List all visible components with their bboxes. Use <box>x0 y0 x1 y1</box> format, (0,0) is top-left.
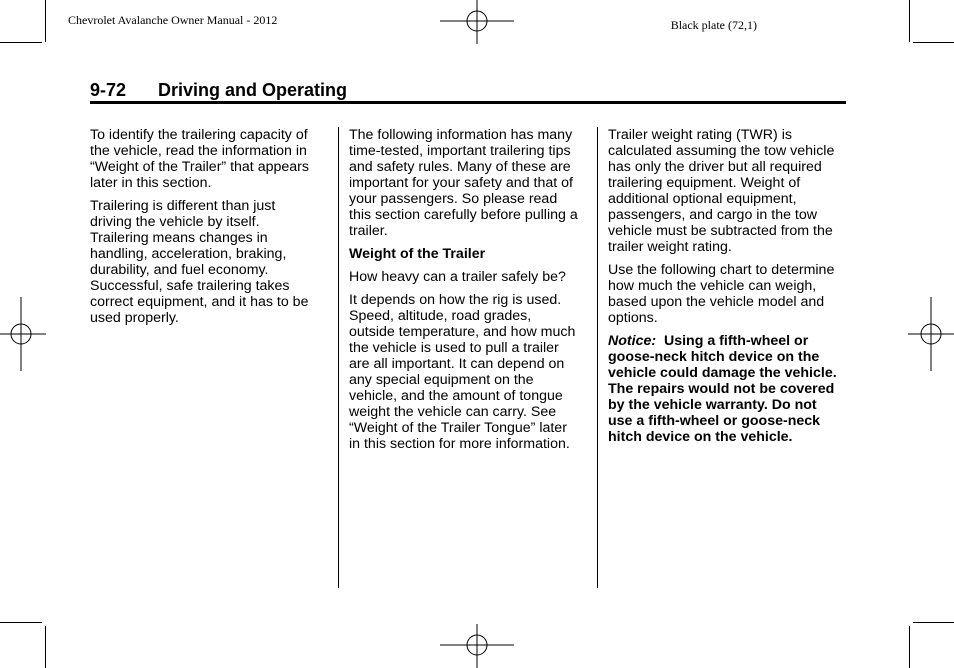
text-line: hitch device on the vehicle. <box>608 429 793 445</box>
text-line: weight the vehicle can carry. See <box>349 404 557 420</box>
text-line: trailering equipment. Weight of <box>608 175 801 191</box>
text-line: Use the following chart to determine <box>608 262 835 278</box>
registration-mark-left <box>0 297 46 371</box>
text-line: based upon the vehicle model and <box>608 294 825 310</box>
text-line: time-tested, important trailering tips <box>349 143 571 159</box>
manual-title: Chevrolet Avalanche Owner Manual - 2012 <box>68 13 278 27</box>
text-line: trailer weight rating. <box>608 239 732 255</box>
paragraph-question <box>349 269 578 285</box>
text-line: To identify the trailering capacity of <box>90 127 308 143</box>
text-line: Trailering is different than just <box>90 198 276 214</box>
column-divider-2 <box>597 127 598 588</box>
text-line: handling, acceleration, braking, <box>90 246 287 262</box>
text-line: Trailer weight rating (TWR) is <box>608 127 792 143</box>
column-3 <box>608 127 837 452</box>
paragraph-trailering <box>90 198 309 326</box>
text-line: by the vehicle warranty. Do not <box>608 397 817 413</box>
text-line: later in this section. <box>90 175 212 191</box>
text-line: important for your safety and that of <box>349 175 573 191</box>
registration-mark-bottom <box>440 624 514 668</box>
text-line: your passengers. So please read <box>349 191 558 207</box>
column-1 <box>90 127 309 333</box>
paragraph-intro <box>349 127 578 239</box>
text-line: how much the vehicle can weigh, <box>608 278 817 294</box>
column-2 <box>349 127 578 459</box>
paragraph-chart <box>608 262 837 326</box>
text-line: Using a fifth-wheel or <box>663 333 809 349</box>
column-divider-1 <box>338 127 339 588</box>
text-line: vehicle, and the amount of tongue <box>349 388 563 404</box>
registration-mark-right <box>908 297 954 371</box>
text-line: vehicle could damage the vehicle. <box>608 365 837 381</box>
text-line: correct equipment, and it has to be <box>90 294 309 310</box>
section-title: Driving and Operating <box>158 80 348 100</box>
text-line: Trailering means changes in <box>90 230 268 246</box>
plate-label: Black plate (72,1) <box>670 18 757 32</box>
notice-paragraph <box>608 333 837 445</box>
text-line: “Weight of the Trailer Tongue” later <box>349 420 567 436</box>
subsection-heading: Weight of the Trailer <box>349 246 486 262</box>
text-line: passengers, and cargo in the tow <box>608 207 818 223</box>
section-heading <box>90 80 347 101</box>
registration-mark-top <box>440 0 514 44</box>
text-line: in this section for more information. <box>349 436 570 452</box>
notice-label: Notice: <box>608 333 657 349</box>
text-line: It depends on how the rig is used. <box>349 292 562 308</box>
text-line: calculated assuming the tow vehicle <box>608 143 835 159</box>
text-line: How heavy can a trailer safely be? <box>349 269 566 285</box>
paragraph-answer <box>349 292 578 452</box>
paragraph-capacity <box>90 127 309 191</box>
text-line: are all important. It can depend on <box>349 356 565 372</box>
text-line: vehicle must be subtracted from the <box>608 223 833 239</box>
text-line: used properly. <box>90 310 179 326</box>
text-line: driving the vehicle by itself. <box>90 214 260 230</box>
text-line: and safety rules. Many of these are <box>349 159 571 175</box>
heading-rule <box>90 101 846 104</box>
text-line: trailer. <box>349 223 388 239</box>
text-line: has only the driver but all required <box>608 159 822 175</box>
text-line: Successful, safe trailering takes <box>90 278 290 294</box>
text-line: this section carefully before pulling a <box>349 207 578 223</box>
text-line: options. <box>608 310 658 326</box>
text-line: any special equipment on the <box>349 372 534 388</box>
text-line: The repairs would not be covered <box>608 381 835 397</box>
text-line: use a fifth-wheel or goose-neck <box>608 413 821 429</box>
text-line: the vehicle, read the information in <box>90 143 307 159</box>
text-line: durability, and fuel economy. <box>90 262 269 278</box>
text-line: Speed, altitude, road grades, <box>349 308 532 324</box>
text-line: “Weight of the Trailer” that appears <box>90 159 309 175</box>
text-line: outside temperature, and how much <box>349 324 576 340</box>
paragraph-twr <box>608 127 837 255</box>
page-number: 9-72 <box>90 80 127 100</box>
text-line: additional optional equipment, <box>608 191 797 207</box>
text-line: goose-neck hitch device on the <box>608 349 820 365</box>
text-line: the vehicle is used to pull a trailer <box>349 340 559 356</box>
text-line: The following information has many <box>349 127 573 143</box>
